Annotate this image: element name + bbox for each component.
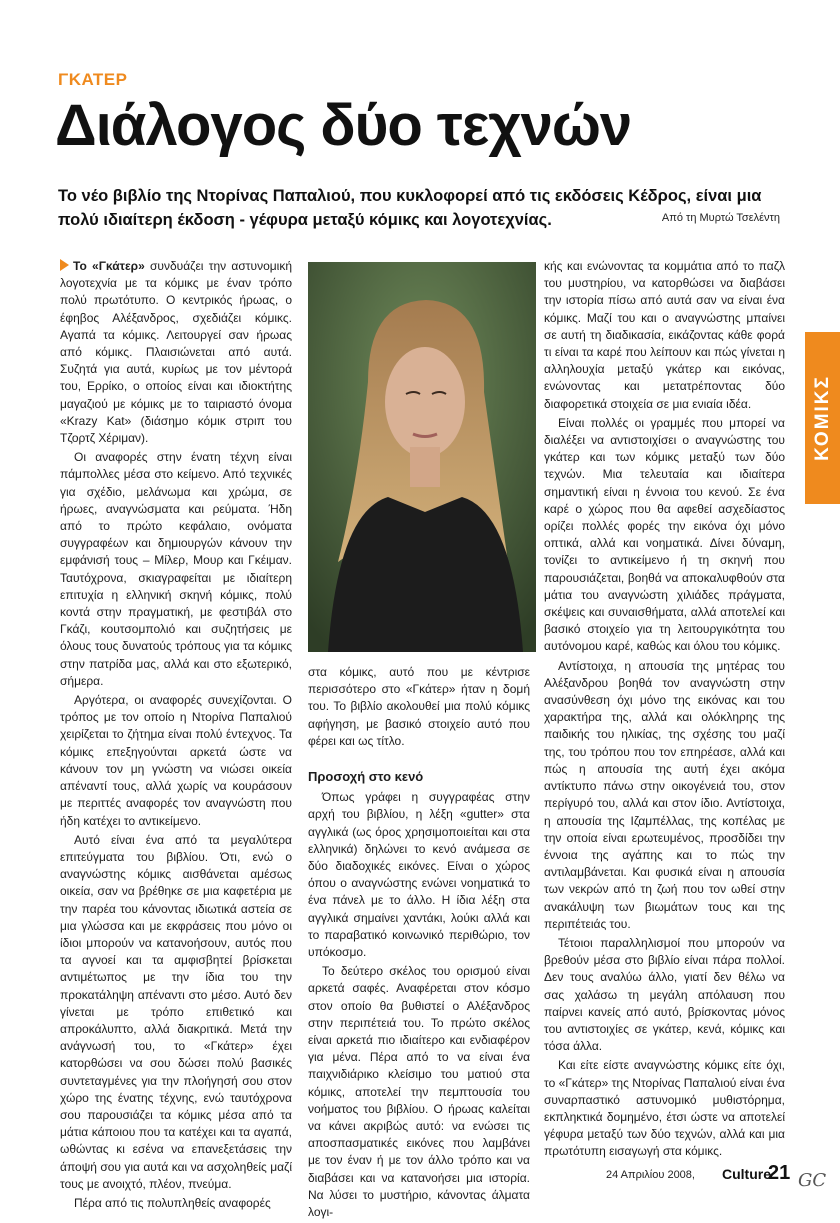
- paragraph: Αυτό είναι ένα από τα μεγαλύτερα επιτεύγματα του βιβλίου. Ότι, ενώ ο αναγνώστης κόμικς αισθάνεται αμέσως οικεία, σαν να βρέθηκε σε μια καφετέρια με την παρέα του κάνοντας ιδιωτικά αστεία σε μια γλώσσα και με εκφράσεις που μόνο οι ίδιοι μπορούν να κατανοήσουν, αυτός που τα αγνοεί και τα αμφισβητεί βρίσκεται αντιμέτωπος με την ίδια του την προκατάληψη απέναντι στο μέσο. Αυτό δεν γίνεται με τρόπο επιθετικό και απροκάλυπτο, αλλά διακριτικά. Μετά την ανάγνωσή του, το «Γκάτερ» έχει κατορθώσει να σου δώσει πολύ βασικές συντεταγμένες για την πλοήγησή σου στον χώρο της ένατης τέχνης, ενώ ταυτόχρονα σου παρουσιάζει τα κόμικς μέσα από τα μάτια κάποιου που τα κατέχει και τα αγαπά, ωθώντας κι εσένα να επανεξετάσεις την άποψή σου για αυτά και να ασχοληθείς μαζί τους με ανοιχτό, πλέον, πνεύμα.: [60, 832, 292, 1191]
- paragraph: Πέρα από τις πολυπληθείς αναφορές: [74, 1195, 271, 1210]
- paragraph-lead-bold: Το «Γκάτερ»: [73, 259, 145, 273]
- paragraph: Οι αναφορές στην ένατη τέχνη είναι πάμπολλες μέσα στο κείμενο. Από τεχνικές για σχέδιο, μελάνωμα και χρώμα, σε ήρωες, αναγνώσματα και ρεύματα. Ήδη από το πρώτο κεφάλαιο, ονόματα συγγραφέων και δημιουργών κάνουν την εμφάνισή τους – Μίλερ, Μουρ και Γκέιμαν. Ταυτόχρονα, σκιαγραφείται με ιδιαίτερη επιτυχία η ελληνική σκηνή κόμικς, πολύ κοντά στην πραγματική, με φεστιβάλ στο Γκάζι, κουτσομπολιό και συζητήσεις με όλους τους δυνατούς τρόπους για τα κόμικς στην πατρίδα μας, αλλά και στο εξωτερικό, σήμερα.: [60, 450, 292, 688]
- side-tab-label: ΚΟΜΙΚΣ: [811, 375, 833, 461]
- footer-magazine: Culture: [722, 1166, 771, 1182]
- text-column-2: [308, 664, 530, 1223]
- subheading: Προσοχή στο κενό: [308, 769, 424, 785]
- paragraph-text: συνδυάζει την αστυνομική λογοτεχνία με τα κόμικς με έναν τρόπο πολύ πρωτότυπο. Ο κεντρικός ήρωας, ο έφηβος Αλέξανδρος, σχεδιάζει κόμικς. Αγαπά τα κόμικς. Λειτουργεί σαν ήρωας από κόμικς. Πλαισιώνεται από αυτά. Συζητά για αυτά, κυρίως με τον μέντορά του, Ερρίκο, ο οποίος είναι και ιδιοκτήτης μαγαζιού με κόμικς με το ταιριαστό όνομα «Krazy Kat» (διάσημο κόμικ στριπ του Τζορτζ Χέριμαν).: [60, 259, 292, 446]
- section-side-tab: [805, 332, 840, 504]
- footer-date: 24 Απριλίου 2008,: [606, 1169, 695, 1181]
- paragraph: Τέτοιοι παραλληλισμοί που μπορούν να βρεθούν μέσα στο βιβλίο είναι πάρα πολλοί. Δεν τους αναλύω άλλο, γιατί δεν θέλω να σας χαλάσω τη μεγάλη απόλαυση που παίρνει κανείς από αυτό, βρίσκοντας μόνος του αντιστοιχίες σε γκάτερ, κενά, κόμικς και τόσα άλλα.: [544, 935, 785, 1054]
- byline: Από τη Μυρτώ Τσελέντη: [661, 212, 780, 224]
- paragraph: Είναι πολλές οι γραμμές που μπορεί να διαλέξει να αντιστοιχίσει ο αναγνώστης του γκάτερ και των κόμικς μεταξύ των δύο τεχνών. Μια τελευταία και ιδιαίτερα σημαντική είναι η έννοια του κενού. Σε ένα καρέ ο χώρος που θα αφεθεί ασχεδίαστος ορίζει πολλές φορές την εικόνα όχι μόνο οπτικά, αλλά και νοηματικά. Δίνει δύναμη, τονίζει το αντικείμενο ή τη σκηνή που παρουσιάζεται, βοηθά να αποκαλυφθούν στα μάτια του αναγνώστη χιλιάδες πράγματα, σκέψεις και συναισθήματα, αλλά αποτελεί και βασικό στοιχείο για τη λειτουργικότητα του αυτόνομου καρέ, καθώς και όλου του κόμικς.: [544, 415, 785, 654]
- paragraph: κής και ενώνοντας τα κομμάτια από το παζλ του μυστηρίου, να κατορθώσει να διαβάσει την ιστορία πίσω από αυτά σαν να είναι ένα κόμικς. Μαζί του και ο αναγνώστης μπαίνει σε αυτή τη διαδικασία, εικάζοντας κάθε φορά τι είναι τα καρέ που λείπουν και πώς γίνεται η αλληλουχία μεταξύ γκάτερ και εικόνας, ενώνοντας και μετατρέποντας δύο διαφορετικά στοιχεία σε μια ενιαία ιδέα.: [544, 259, 785, 411]
- article-title: Διάλογος δύο τεχνών: [55, 93, 632, 158]
- paragraph: Αντίστοιχα, η απουσία της μητέρας του Αλέξανδρου βοηθά τον αναγνώστη στην ανασύνθεση όχι μόνο της εικόνας και του χαρακτήρα της, αλλά και ολόκληρης της παιδικής του ηλικίας, της σχέσης του μαζί της, του τρόπου που τον επηρέασε, αλλά και πώς η απουσία της αυτή έχει ακόμα αντίκτυπο πάνω στην οικογένειά του, στον περίγυρό του, αλλά και στον ίδιο. Αντίστοιχα, η απουσία της Ιζαμπέλλας, της κοπέλας με την οποία είναι ερωτευμένος, προσδίδει την έννοια της αγάπης και το πώς την αντιλαμβάνεται. Και φυσικά είναι η απουσία των νεκρών από τη ζωή που τον ωθεί στην ανακάλυψη των βιωμάτων τους και της περιπέτειάς του.: [544, 658, 785, 931]
- article-lead: Το νέο βιβλίο της Ντορίνας Παπαλιού, που κυκλοφορεί από τις εκδόσεις Κέδρος, είναι μια πολύ ιδιαίτερη έκδοση - γέφυρα μεταξύ κόμικς και λογοτεχνίας.: [58, 187, 762, 229]
- paragraph: [60, 258, 292, 447]
- portrait-image: [308, 262, 536, 652]
- paragraph: Αργότερα, οι αναφορές συνεχίζονται. Ο τρόπος με τον οποίο η Ντορίνα Παπαλιού χειρίζεται το ζήτημα είναι πολύ έντεχνος. Τα κόμικς επεξηγούνται αρκετά ώστε να κάνουν τον μη γνώστη να νιώσει οικεία απέναντί τους, αλλά χωρίς να κουράσουν με περιττές αναφορές τον αναγνώστη που ήδη κατέχει το αντικείμενο.: [60, 693, 292, 828]
- watermark-logo: GC: [798, 1170, 827, 1191]
- paragraph: Το δεύτερο σκέλος του ορισμού είναι αρκετά σαφές. Αναφέρεται στον κόσμο στον οποίο θα βυθιστεί ο Αλέξανδρος στην περιπέτειά του. Το πρώτο σκέλος είναι αρκετά πιο ιδιαίτερο και ενδιαφέρον για μένα. Πέρα από το να είναι ένα παιχνιδιάρικο κλείσιμο του ματιού στα κόμικς, αποτελεί την πεμπτουσία του νοήματος του βιβλίου. Ο ήρωας καλείται να κάνει ακριβώς αυτό: να ενώσει τις αποσπασματικές εικόνες που λαμβάνει με τον έναν ή με τον άλλο τρόπο και να διαβάσει και να κατανοήσει μια ιστορία. Να λύσει το μυστήριο, κάνοντας άλματα λογι-: [308, 964, 530, 1220]
- section-label: ΓΚΑΤΕΡ: [58, 70, 128, 89]
- paragraph: στα κόμικς, αυτό που με κέντρισε περισσότερο στο «Γκάτερ» ήταν η δομή του. Το βιβλίο ακολουθεί μια πολύ κόμικς αφήγηση, με βασικό στοιχείο αυτό που φέρει και ως τίτλο.: [308, 665, 530, 748]
- arrow-icon: [60, 259, 69, 271]
- paragraph: Όπως γράφει η συγγραφέας στην αρχή του βιβλίου, η λέξη «gutter» στα αγγλικά (ως όρος χρησιμοποιείται και στα ελληνικά) δηλώνει το κενό ανάμεσα σε δύο διαδοχικές εικόνες. Είναι ο χώρος όπου ο αναγνώστης ενώνει νοηματικά το ένα πάνελ με το άλλο. Η ίδια λέξη στα αγγλικά σημαίνει χαντάκι, λούκι αλλά και το παραβατικό κοινωνικό περιθώριο, τον υπόκοσμο.: [308, 790, 530, 960]
- text-column-3: [544, 258, 785, 1163]
- paragraph: Και είτε είστε αναγνώστης κόμικς είτε όχι, το «Γκάτερ» της Ντορίνας Παπαλιού είναι ένα συναρπαστικό αστυνομικό μυθιστόρημα, εκπληκτικά δομημένο, έτσι ώστε να αποτελεί γέφυρα μεταξύ των δύο τεχνών, αλλά και μια πρωτότυπη εισαγωγή στα κόμικς.: [544, 1058, 785, 1159]
- author-photo: [308, 262, 536, 652]
- text-column-1: [60, 258, 292, 1214]
- page-number: 21: [768, 1162, 791, 1184]
